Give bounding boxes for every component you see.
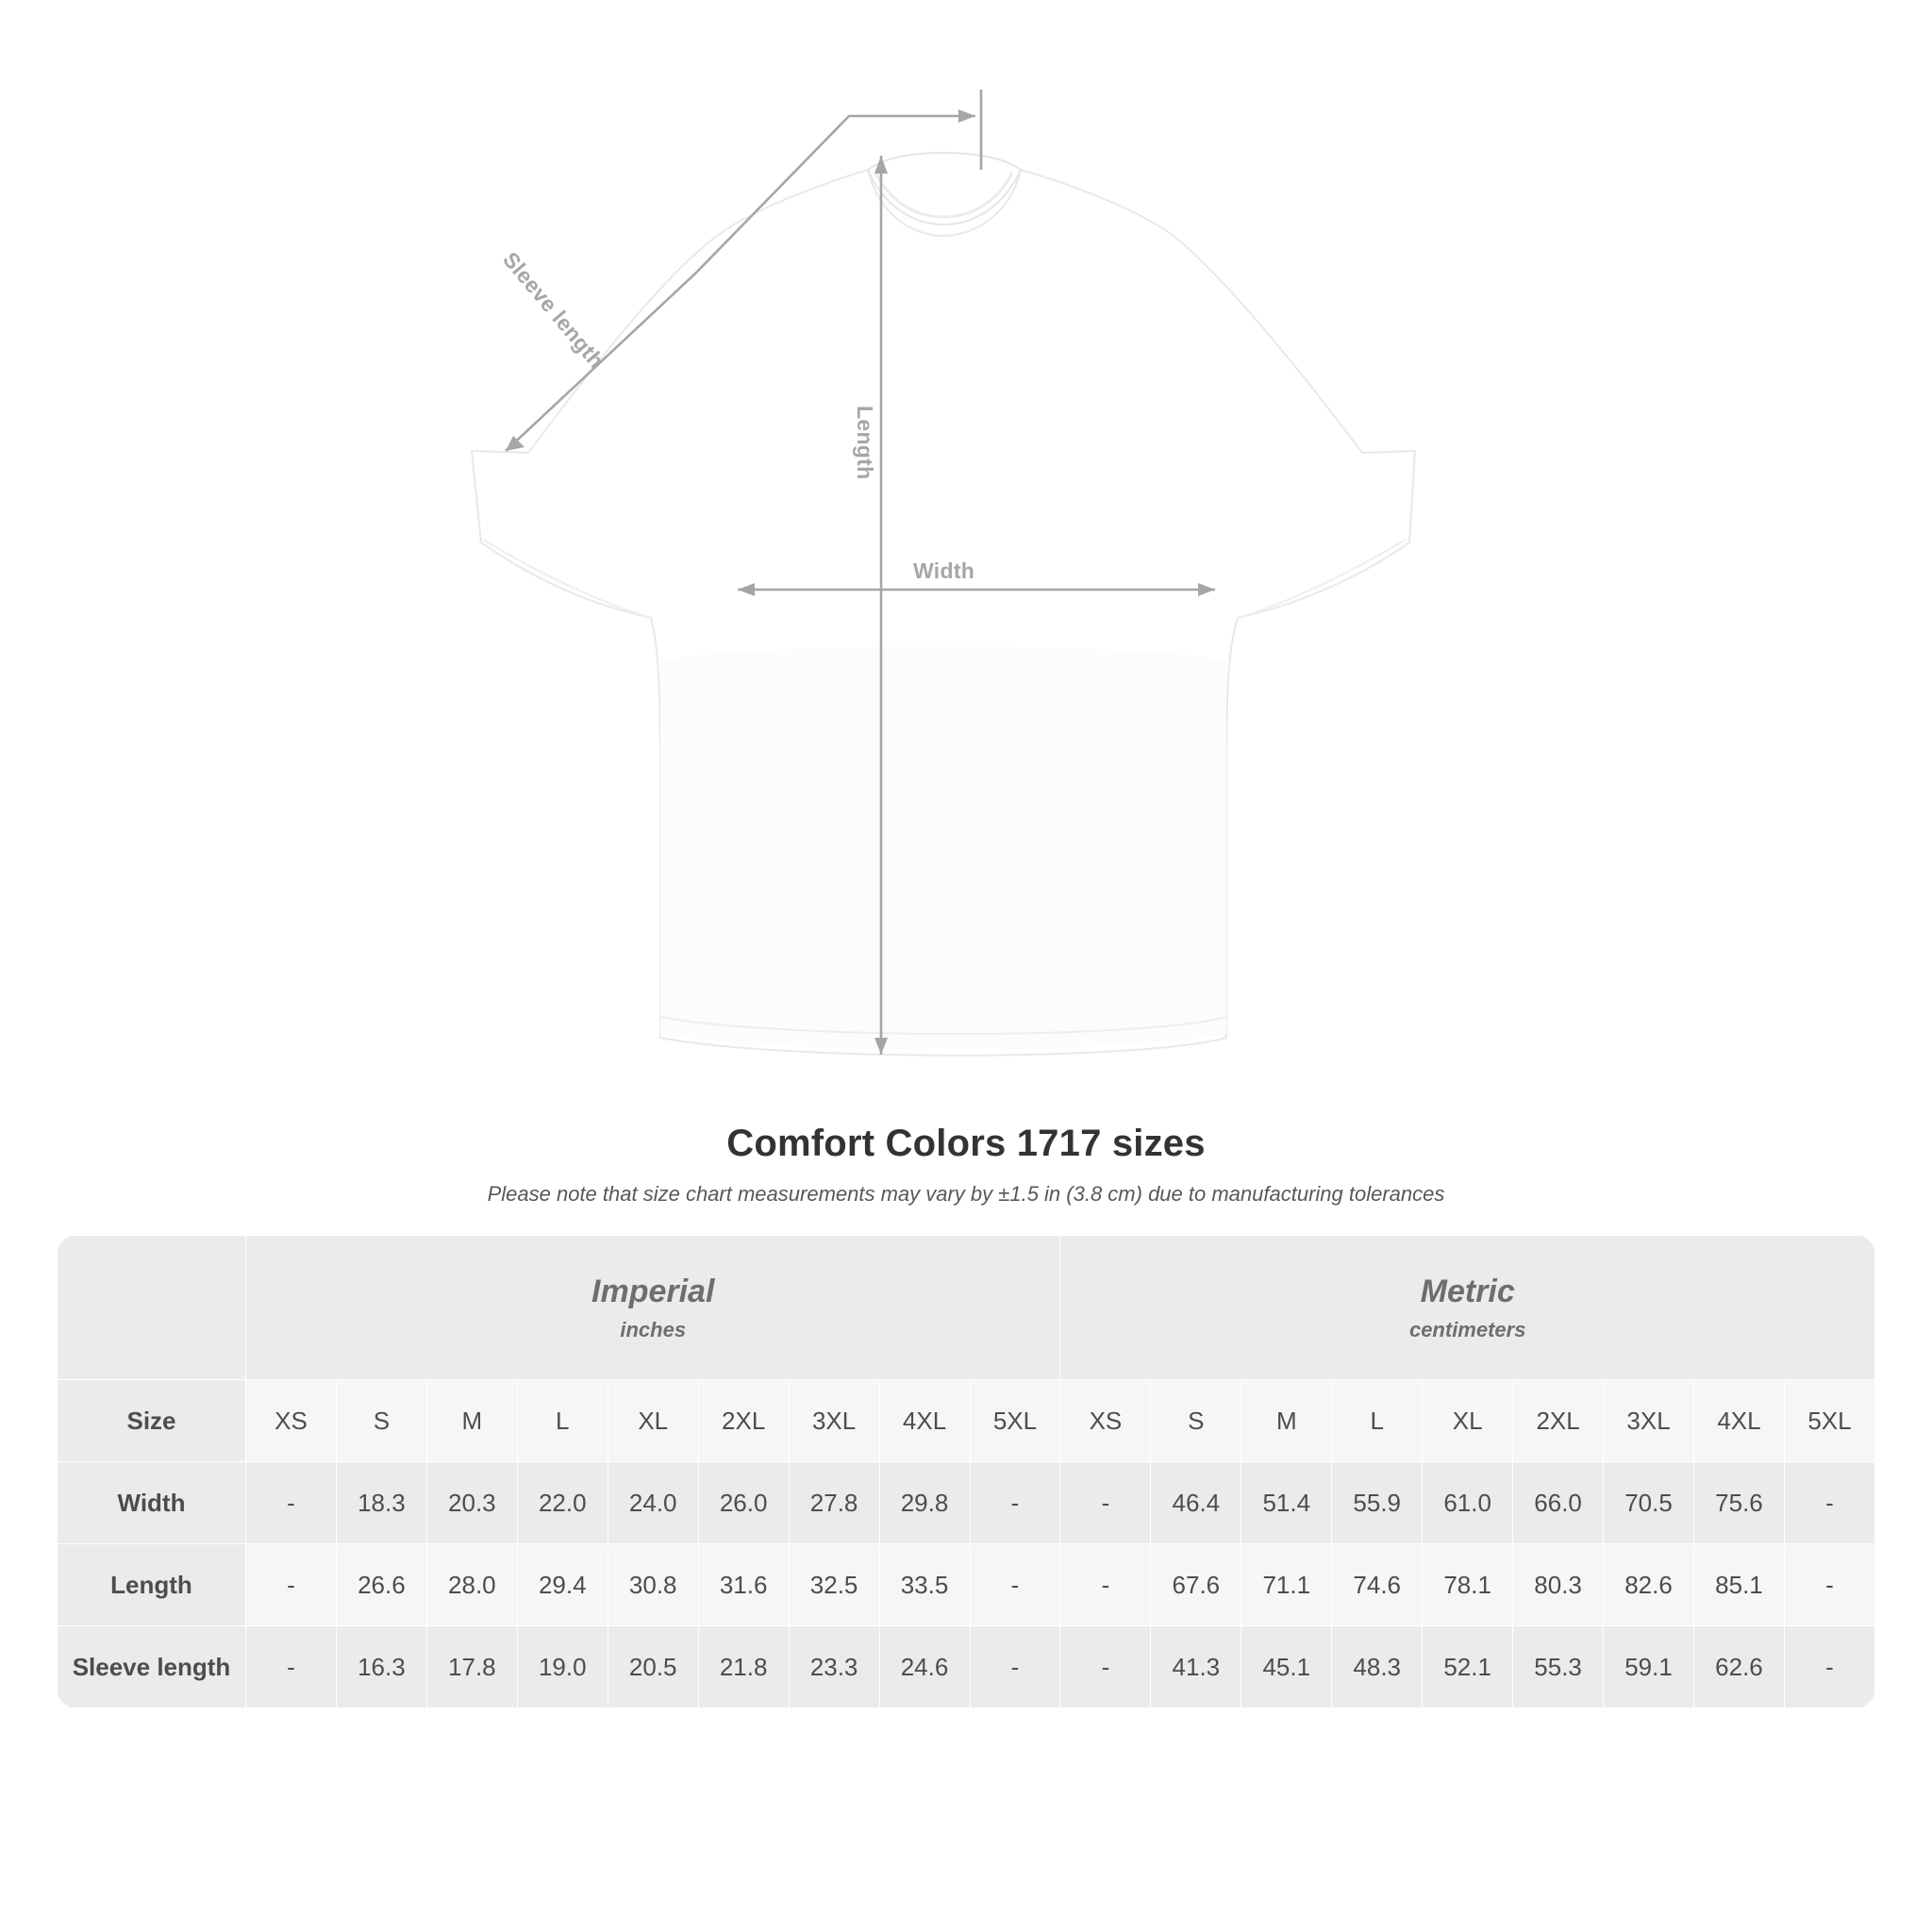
cell: 17.8 [426, 1626, 517, 1708]
size-col-header: 4XL [1694, 1380, 1785, 1462]
cell: 27.8 [789, 1462, 879, 1544]
cell: 82.6 [1604, 1544, 1694, 1626]
row-label-width: Width [58, 1462, 246, 1544]
cell: 61.0 [1423, 1462, 1513, 1544]
cell: 46.4 [1151, 1462, 1241, 1544]
cell: 33.5 [879, 1544, 970, 1626]
size-table [57, 1235, 1875, 1708]
cell: - [246, 1462, 337, 1544]
cell: 78.1 [1423, 1544, 1513, 1626]
unit-group-imperial-name: Imperial [591, 1273, 715, 1309]
table-row [58, 1626, 1875, 1708]
sleeve-length-dimension-label: Sleeve length [498, 247, 609, 374]
cell: 24.6 [879, 1626, 970, 1708]
cell: 26.0 [698, 1462, 789, 1544]
row-label-length: Length [58, 1544, 246, 1626]
cell: 59.1 [1604, 1626, 1694, 1708]
page-title: Comfort Colors 1717 sizes [726, 1123, 1206, 1164]
size-table-container [57, 1235, 1875, 1708]
size-col-header: 4XL [879, 1380, 970, 1462]
cell: - [1784, 1544, 1874, 1626]
unit-group-imperial-sub: inches [620, 1317, 687, 1341]
unit-group-metric-name: Metric [1420, 1273, 1515, 1309]
cell: 55.3 [1513, 1626, 1604, 1708]
cell: 16.3 [336, 1626, 426, 1708]
cell: 80.3 [1513, 1544, 1604, 1626]
cell: 41.3 [1151, 1626, 1241, 1708]
cell: 32.5 [789, 1544, 879, 1626]
cell: 30.8 [608, 1544, 698, 1626]
size-col-header: S [1151, 1380, 1241, 1462]
size-header-row [58, 1380, 1875, 1462]
cell: 48.3 [1332, 1626, 1423, 1708]
cell: 28.0 [426, 1544, 517, 1626]
table-row [58, 1462, 1875, 1544]
size-col-header: 3XL [1604, 1380, 1694, 1462]
cell: 29.4 [517, 1544, 608, 1626]
cell: 26.6 [336, 1544, 426, 1626]
cell: - [246, 1626, 337, 1708]
width-dimension-label: Width [913, 558, 975, 583]
size-col-header: M [1241, 1380, 1332, 1462]
cell: 67.6 [1151, 1544, 1241, 1626]
cell: 19.0 [517, 1626, 608, 1708]
unit-header-row [58, 1236, 1875, 1380]
size-col-header: 2XL [1513, 1380, 1604, 1462]
cell: 20.5 [608, 1626, 698, 1708]
cell: 24.0 [608, 1462, 698, 1544]
cell: 18.3 [336, 1462, 426, 1544]
size-col-header: 5XL [1784, 1380, 1874, 1462]
cell: 23.3 [789, 1626, 879, 1708]
cell: - [970, 1462, 1060, 1544]
cell: 75.6 [1694, 1462, 1785, 1544]
size-header-label: Size [58, 1380, 246, 1462]
cell: - [970, 1626, 1060, 1708]
size-col-header: 3XL [789, 1380, 879, 1462]
cell: - [1784, 1626, 1874, 1708]
unit-group-metric [1060, 1236, 1875, 1380]
cell: 71.1 [1241, 1544, 1332, 1626]
cell: 66.0 [1513, 1462, 1604, 1544]
size-col-header: L [517, 1380, 608, 1462]
cell: 29.8 [879, 1462, 970, 1544]
cell: - [1784, 1462, 1874, 1544]
size-col-header: XS [1060, 1380, 1151, 1462]
unit-group-metric-sub: centimeters [1408, 1317, 1526, 1341]
cell: 21.8 [698, 1626, 789, 1708]
cell: 74.6 [1332, 1544, 1423, 1626]
cell: 62.6 [1694, 1626, 1785, 1708]
size-col-header: M [426, 1380, 517, 1462]
size-col-header: 2XL [698, 1380, 789, 1462]
tolerance-note: Please note that size chart measurements may vary by ±1.5 in (3.8 cm) due to manufacturing tolerances [487, 1182, 1445, 1206]
cell: - [1060, 1544, 1151, 1626]
chart-heading [0, 1123, 1932, 1207]
cell: 85.1 [1694, 1544, 1785, 1626]
cell: 70.5 [1604, 1462, 1694, 1544]
cell: 31.6 [698, 1544, 789, 1626]
cell: - [970, 1544, 1060, 1626]
size-col-header: XS [246, 1380, 337, 1462]
cell: 20.3 [426, 1462, 517, 1544]
size-col-header: XL [608, 1380, 698, 1462]
cell: 45.1 [1241, 1626, 1332, 1708]
unit-group-imperial [246, 1236, 1060, 1380]
row-label-sleeve-length: Sleeve length [58, 1626, 246, 1708]
cell: 55.9 [1332, 1462, 1423, 1544]
length-dimension-label: Length [853, 406, 877, 480]
size-col-header: XL [1423, 1380, 1513, 1462]
cell: 51.4 [1241, 1462, 1332, 1544]
table-row [58, 1544, 1875, 1626]
cell: - [1060, 1462, 1151, 1544]
table-corner-cell [58, 1236, 246, 1380]
cell: - [1060, 1626, 1151, 1708]
size-col-header: L [1332, 1380, 1423, 1462]
cell: - [246, 1544, 337, 1626]
cell: 52.1 [1423, 1626, 1513, 1708]
size-col-header: S [336, 1380, 426, 1462]
size-col-header: 5XL [970, 1380, 1060, 1462]
cell: 22.0 [517, 1462, 608, 1544]
